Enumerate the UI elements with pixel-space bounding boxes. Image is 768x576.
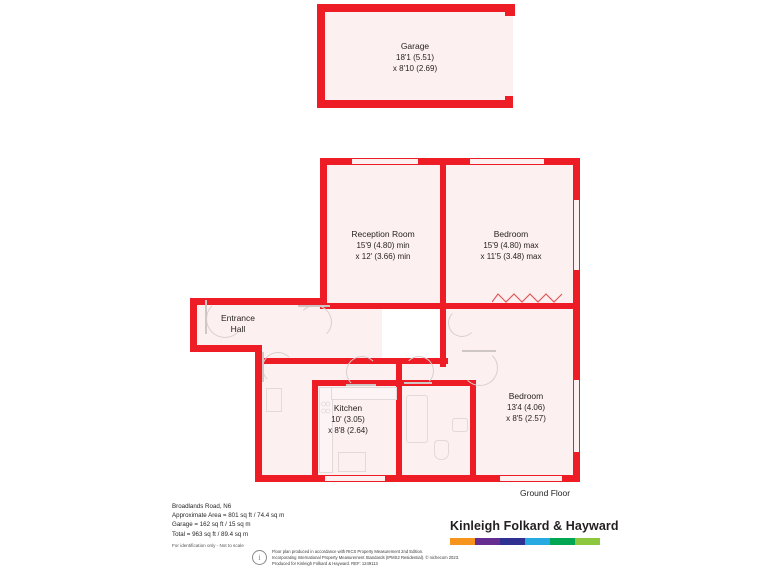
- hall-wall-left: [190, 298, 197, 352]
- brand-color-bar: [450, 538, 600, 545]
- lower-left-wall-vert: [255, 375, 262, 482]
- bedroom2-dim2: x 8'5 (2.57): [506, 414, 546, 423]
- bedroom1-dim1: 15'9 (4.80) max: [483, 241, 539, 250]
- garage-name: Garage: [400, 41, 430, 51]
- door-arc-reception: [298, 305, 332, 339]
- disclaimer-line-3: Produced for Kinleigh Folkard & Hayward. REF: 1249113: [272, 561, 378, 566]
- approx-area-line: Approximate Area = 801 sq ft / 74.4 sq m: [172, 512, 285, 520]
- address-block: [172, 502, 284, 550]
- bedroom2-name: Bedroom: [508, 391, 544, 401]
- brand-name: Kinleigh Folkard & Hayward: [450, 519, 619, 533]
- bedroom2-dim1: 13'4 (4.06): [507, 403, 545, 412]
- garage-door-opening-edge: [511, 4, 515, 16]
- window-kitchen-bottom: [325, 476, 385, 481]
- brand-swatch-4: [550, 538, 575, 545]
- bedroom1-name: Bedroom: [493, 229, 529, 239]
- door-arc-hall-corridor: [262, 352, 294, 384]
- reception-wall-left: [320, 158, 327, 308]
- radiator-icon: [492, 292, 564, 304]
- reception-room-dim2: x 12' (3.66) min: [355, 252, 411, 261]
- kitchen-sink-icon: [338, 452, 366, 472]
- wall-reception-bedroom1: [440, 158, 446, 308]
- door-leaf-reception: [298, 305, 330, 307]
- garage-area-line: Garage = 162 sq ft / 15 sq m: [172, 521, 251, 529]
- disclaimer-block: [272, 549, 502, 567]
- window-reception-top: [352, 159, 418, 164]
- total-area-line: Total = 963 sq ft / 89.4 sq m: [172, 530, 249, 538]
- address-line: Broadlands Road, N6: [172, 503, 232, 510]
- garage-wall-right-lower: [505, 96, 513, 108]
- window-bedroom2-right: [574, 380, 579, 452]
- window-bedroom1-top: [470, 159, 544, 164]
- hall-cupboard-icon: [266, 388, 282, 412]
- reception-room-label: [328, 229, 438, 262]
- garage-wall-top: [317, 4, 513, 12]
- brand-swatch-0: [450, 538, 475, 545]
- disclaimer-line-2: Incorporating International Property Measurement Standards (IPMS2 Residential). © nichecom 2023.: [272, 555, 460, 560]
- wall-reception-bottom: [320, 303, 446, 309]
- bedroom1-label: [452, 229, 570, 262]
- disclaimer-line-1: Floor plan produced in accordance with RICS Property Measurement 2nd Edition.: [272, 549, 424, 554]
- door-leaf-hall-corridor: [262, 352, 264, 382]
- entrance-hall-name2: Hall: [230, 324, 246, 334]
- kitchen-counter-top: [331, 387, 397, 400]
- bedroom1-dim2: x 11'5 (3.48) max: [480, 252, 542, 261]
- bedroom2-label: [480, 391, 572, 424]
- kitchen-name: Kitchen: [333, 403, 363, 413]
- garage-dim1: 18'1 (5.51): [396, 53, 434, 62]
- window-bedroom2-bottom: [500, 476, 562, 481]
- footer: [0, 488, 768, 576]
- identification-line: For identification only - Not to scale: [172, 542, 244, 548]
- garage-wall-left: [317, 4, 325, 108]
- kitchen-dim1: 10' (3.05): [331, 415, 365, 424]
- reception-room-dim1: 15'9 (4.80) min: [356, 241, 410, 250]
- wall-corridor-vert: [440, 309, 446, 367]
- kitchen-dim2: x 8'8 (2.64): [328, 426, 368, 435]
- wc-icon: [434, 440, 449, 460]
- door-leaf-bathroom: [404, 382, 432, 384]
- kitchen-label: [311, 403, 385, 436]
- brand-swatch-2: [500, 538, 525, 545]
- reception-room-name: Reception Room: [351, 229, 415, 239]
- brand-swatch-1: [475, 538, 500, 545]
- entrance-hall-name: Entrance: [220, 313, 256, 323]
- window-bedroom1-right: [574, 200, 579, 270]
- door-arc-bedroom2: [462, 350, 498, 386]
- door-leaf-kitchen: [346, 384, 376, 386]
- brand-swatch-5: [575, 538, 600, 545]
- brand-swatch-3: [525, 538, 550, 545]
- bathtub-icon: [406, 395, 428, 443]
- washbasin-icon: [452, 418, 468, 432]
- wall-bathroom-right: [470, 380, 476, 480]
- info-icon: i: [252, 550, 267, 565]
- floor-caption: Ground Floor: [520, 488, 571, 498]
- door-arc-bedroom1: [448, 309, 476, 337]
- garage-wall-bottom: [317, 100, 513, 108]
- garage-label: [355, 41, 475, 74]
- hall-wall-bottom: [190, 345, 262, 352]
- hall-wall-top: [190, 298, 327, 305]
- entrance-hall-label: [204, 313, 272, 335]
- garage-dim2: x 8'10 (2.69): [392, 64, 438, 73]
- door-leaf-bedroom2: [462, 350, 496, 352]
